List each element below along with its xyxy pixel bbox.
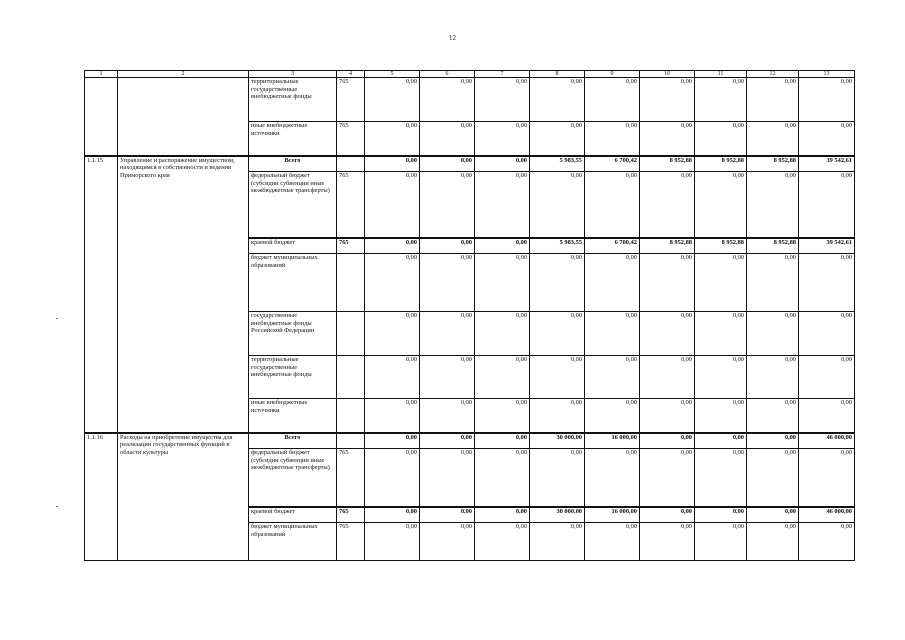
value-cell: 0,00 bbox=[585, 172, 640, 238]
value-cell: 0,00 bbox=[695, 122, 747, 156]
value-cell: 0,00 bbox=[640, 507, 695, 523]
grbs-cell: 765 bbox=[337, 449, 365, 507]
value-cell: 0,00 bbox=[747, 449, 799, 507]
value-cell: 0,00 bbox=[640, 399, 695, 433]
value-cell: 16 000,00 bbox=[585, 507, 640, 523]
value-cell: 0,00 bbox=[640, 172, 695, 238]
table-row bbox=[85, 433, 855, 449]
grbs-cell bbox=[337, 312, 365, 356]
value-cell: 30 000,00 bbox=[530, 507, 585, 523]
value-cell: 0,00 bbox=[799, 523, 855, 561]
value-cell: 0,00 bbox=[747, 122, 799, 156]
code-cell bbox=[85, 78, 118, 156]
value-cell: 0,00 bbox=[365, 254, 420, 312]
value-cell: 8 952,88 bbox=[747, 156, 799, 172]
source-cell: иные внебюджетные источники bbox=[249, 122, 337, 156]
source-total-cell: Всего bbox=[249, 156, 337, 172]
value-cell: 39 542,61 bbox=[799, 238, 855, 254]
page-number: 12 bbox=[449, 34, 456, 42]
value-cell: 0,00 bbox=[695, 254, 747, 312]
value-cell: 0,00 bbox=[585, 356, 640, 399]
section-code: 1.1.16 bbox=[85, 433, 118, 561]
column-header: 8 bbox=[530, 71, 585, 78]
value-cell: 0,00 bbox=[747, 356, 799, 399]
value-cell: 8 952,88 bbox=[747, 238, 799, 254]
value-cell: 0,00 bbox=[695, 399, 747, 433]
value-cell: 0,00 bbox=[420, 507, 475, 523]
value-cell: 0,00 bbox=[799, 356, 855, 399]
value-cell: 0,00 bbox=[365, 172, 420, 238]
value-cell: 0,00 bbox=[799, 122, 855, 156]
value-cell: 0,00 bbox=[530, 312, 585, 356]
column-header: 1 bbox=[85, 71, 118, 78]
grbs-cell bbox=[337, 356, 365, 399]
value-cell: 0,00 bbox=[530, 523, 585, 561]
value-cell: 0,00 bbox=[365, 433, 420, 449]
value-cell: 0,00 bbox=[365, 78, 420, 122]
value-cell: 0,00 bbox=[365, 523, 420, 561]
value-cell: 0,00 bbox=[747, 312, 799, 356]
grbs-cell: 765 bbox=[337, 523, 365, 561]
value-cell: 0,00 bbox=[695, 312, 747, 356]
value-cell: 0,00 bbox=[695, 356, 747, 399]
name-cell bbox=[118, 78, 249, 156]
value-cell: 0,00 bbox=[695, 78, 747, 122]
value-cell: 0,00 bbox=[530, 122, 585, 156]
source-cell: краевой бюджет bbox=[249, 507, 337, 523]
value-cell: 0,00 bbox=[530, 254, 585, 312]
section-name: Управление и распоряжение имуществом, находящимся в собственности и ведении Приморского края bbox=[118, 156, 249, 433]
section-code: 1.1.15 bbox=[85, 156, 118, 433]
value-cell: 30 000,00 bbox=[530, 433, 585, 449]
grbs-cell: 765 bbox=[337, 122, 365, 156]
value-cell: 0,00 bbox=[747, 523, 799, 561]
value-cell: 0,00 bbox=[420, 254, 475, 312]
value-cell: 0,00 bbox=[799, 312, 855, 356]
value-cell: 6 700,42 bbox=[585, 156, 640, 172]
value-cell: 0,00 bbox=[585, 523, 640, 561]
column-header: 4 bbox=[337, 71, 365, 78]
value-cell: 0,00 bbox=[585, 449, 640, 507]
value-cell: 0,00 bbox=[747, 507, 799, 523]
value-cell: 0,00 bbox=[530, 449, 585, 507]
column-header: 11 bbox=[695, 71, 747, 78]
value-cell: 0,00 bbox=[420, 433, 475, 449]
value-cell: 0,00 bbox=[365, 356, 420, 399]
value-cell: 0,00 bbox=[475, 433, 530, 449]
value-cell: 0,00 bbox=[530, 78, 585, 122]
grbs-cell: 765 bbox=[337, 238, 365, 254]
value-cell: 0,00 bbox=[420, 156, 475, 172]
value-cell: 0,00 bbox=[695, 507, 747, 523]
value-cell: 0,00 bbox=[365, 312, 420, 356]
value-cell: 0,00 bbox=[530, 172, 585, 238]
value-cell: 0,00 bbox=[365, 156, 420, 172]
value-cell: 0,00 bbox=[640, 78, 695, 122]
value-cell: 0,00 bbox=[530, 399, 585, 433]
value-cell: 0,00 bbox=[365, 399, 420, 433]
grbs-cell: 765 bbox=[337, 507, 365, 523]
value-cell: 0,00 bbox=[530, 356, 585, 399]
value-cell: 0,00 bbox=[420, 523, 475, 561]
value-cell: 0,00 bbox=[420, 78, 475, 122]
value-cell: 0,00 bbox=[475, 507, 530, 523]
column-header: 7 bbox=[475, 71, 530, 78]
value-cell: 0,00 bbox=[420, 449, 475, 507]
value-cell: 0,00 bbox=[475, 399, 530, 433]
value-cell: 0,00 bbox=[585, 254, 640, 312]
grbs-cell bbox=[337, 433, 365, 449]
value-cell: 0,00 bbox=[640, 122, 695, 156]
value-cell: 0,00 bbox=[747, 433, 799, 449]
value-cell: 46 000,00 bbox=[799, 433, 855, 449]
value-cell: 0,00 bbox=[585, 312, 640, 356]
table-row bbox=[85, 78, 855, 122]
value-cell: 0,00 bbox=[475, 78, 530, 122]
value-cell: 0,00 bbox=[475, 172, 530, 238]
grbs-cell bbox=[337, 156, 365, 172]
margin-mark bbox=[56, 318, 58, 319]
budget-table bbox=[84, 70, 855, 561]
value-cell: 5 983,55 bbox=[530, 156, 585, 172]
value-cell: 0,00 bbox=[420, 356, 475, 399]
value-cell: 0,00 bbox=[475, 356, 530, 399]
value-cell: 0,00 bbox=[420, 238, 475, 254]
source-cell: территориальные государственные внебюджетные фонды bbox=[249, 356, 337, 399]
column-header: 5 bbox=[365, 71, 420, 78]
value-cell: 0,00 bbox=[640, 254, 695, 312]
value-cell: 0,00 bbox=[799, 399, 855, 433]
value-cell: 0,00 bbox=[799, 254, 855, 312]
column-header: 12 bbox=[747, 71, 799, 78]
value-cell: 0,00 bbox=[475, 523, 530, 561]
source-cell: бюджет муниципальных образований bbox=[249, 523, 337, 561]
value-cell: 0,00 bbox=[475, 238, 530, 254]
value-cell: 0,00 bbox=[475, 312, 530, 356]
column-header: 10 bbox=[640, 71, 695, 78]
value-cell: 0,00 bbox=[747, 254, 799, 312]
column-header: 3 bbox=[249, 71, 337, 78]
column-header: 2 bbox=[118, 71, 249, 78]
value-cell: 46 000,00 bbox=[799, 507, 855, 523]
grbs-cell bbox=[337, 399, 365, 433]
margin-mark bbox=[56, 506, 58, 507]
value-cell: 0,00 bbox=[640, 449, 695, 507]
value-cell: 0,00 bbox=[365, 238, 420, 254]
source-cell: государственные внебюджетные фонды Российской Федерации bbox=[249, 312, 337, 356]
value-cell: 0,00 bbox=[585, 399, 640, 433]
value-cell: 8 952,88 bbox=[640, 238, 695, 254]
value-cell: 0,00 bbox=[585, 122, 640, 156]
section-name: Расходы на приобретение имущества для реализации государственных функций в области культуры bbox=[118, 433, 249, 561]
value-cell: 0,00 bbox=[695, 172, 747, 238]
value-cell: 0,00 bbox=[695, 449, 747, 507]
value-cell: 0,00 bbox=[420, 172, 475, 238]
value-cell: 0,00 bbox=[475, 254, 530, 312]
value-cell: 0,00 bbox=[799, 172, 855, 238]
value-cell: 0,00 bbox=[640, 356, 695, 399]
value-cell: 0,00 bbox=[799, 449, 855, 507]
grbs-cell: 765 bbox=[337, 78, 365, 122]
value-cell: 0,00 bbox=[365, 122, 420, 156]
grbs-cell: 765 bbox=[337, 172, 365, 238]
table-row bbox=[85, 156, 855, 172]
value-cell: 0,00 bbox=[420, 312, 475, 356]
grbs-cell bbox=[337, 254, 365, 312]
value-cell: 0,00 bbox=[695, 433, 747, 449]
source-cell: федеральный бюджет (субсидии субвенции иные межбюджетные трансферты) bbox=[249, 172, 337, 238]
column-header: 6 bbox=[420, 71, 475, 78]
value-cell: 0,00 bbox=[747, 172, 799, 238]
value-cell: 0,00 bbox=[475, 449, 530, 507]
column-header: 13 bbox=[799, 71, 855, 78]
source-cell: краевой бюджет bbox=[249, 238, 337, 254]
value-cell: 0,00 bbox=[695, 523, 747, 561]
value-cell: 6 700,42 bbox=[585, 238, 640, 254]
source-cell: территориальные государственные внебюджетные фонды bbox=[249, 78, 337, 122]
value-cell: 0,00 bbox=[475, 122, 530, 156]
value-cell: 5 983,55 bbox=[530, 238, 585, 254]
value-cell: 39 542,61 bbox=[799, 156, 855, 172]
value-cell: 0,00 bbox=[420, 122, 475, 156]
source-cell: федеральный бюджет (субсидии субвенции иные межбюджетные трансферты) bbox=[249, 449, 337, 507]
value-cell: 16 000,00 bbox=[585, 433, 640, 449]
value-cell: 8 952,88 bbox=[695, 156, 747, 172]
source-total-cell: Всего bbox=[249, 433, 337, 449]
source-cell: бюджет муниципальных образований bbox=[249, 254, 337, 312]
value-cell: 0,00 bbox=[640, 523, 695, 561]
value-cell: 8 952,88 bbox=[640, 156, 695, 172]
source-cell: иные внебюджетные источники bbox=[249, 399, 337, 433]
value-cell: 0,00 bbox=[747, 399, 799, 433]
value-cell: 0,00 bbox=[747, 78, 799, 122]
value-cell: 8 952,88 bbox=[695, 238, 747, 254]
column-number-row bbox=[85, 71, 855, 78]
value-cell: 0,00 bbox=[640, 312, 695, 356]
value-cell: 0,00 bbox=[365, 507, 420, 523]
value-cell: 0,00 bbox=[799, 78, 855, 122]
value-cell: 0,00 bbox=[640, 433, 695, 449]
column-header: 9 bbox=[585, 71, 640, 78]
value-cell: 0,00 bbox=[475, 156, 530, 172]
value-cell: 0,00 bbox=[365, 449, 420, 507]
value-cell: 0,00 bbox=[420, 399, 475, 433]
value-cell: 0,00 bbox=[585, 78, 640, 122]
